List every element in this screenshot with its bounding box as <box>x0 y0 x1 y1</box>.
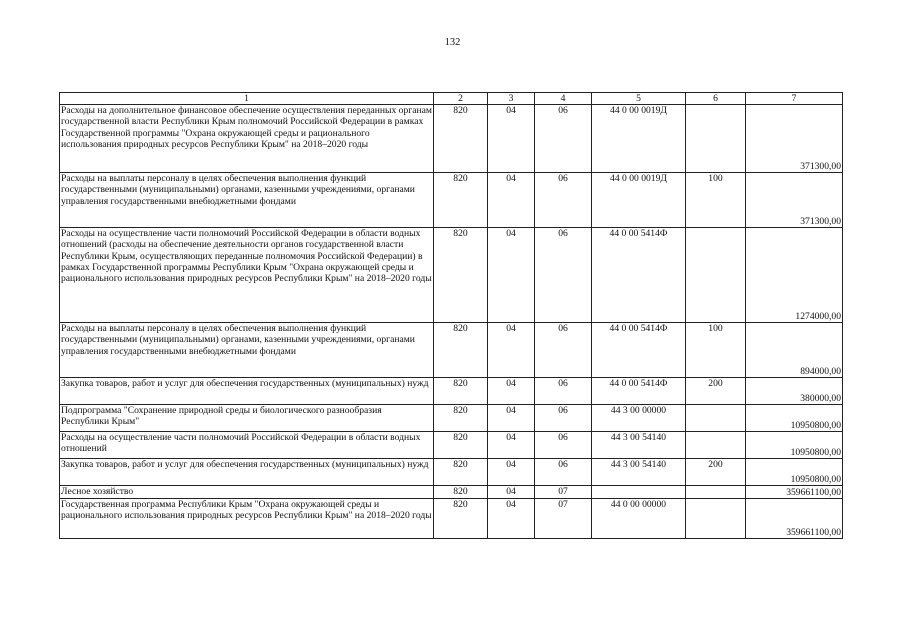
row-description: Закупка товаров, работ и услуг для обеспечения государственных (муниципальных) нужд <box>60 378 434 405</box>
cell-ministry-code: 820 <box>434 486 488 499</box>
column-header: 4 <box>535 93 592 105</box>
cell-amount: 359661100,00 <box>746 486 843 499</box>
row-description: Лесное хозяйство <box>60 486 434 499</box>
cell-expense-type: 200 <box>686 378 746 405</box>
cell-amount: 10950800,00 <box>746 405 843 432</box>
row-description: Расходы на осуществление части полномочий Российской Федерации в области водных отношений (расходы на обеспечение деятельности органов государственной власти Республики Крым, осуществляющих переданные полномочия Российской Федерации) в рамках Государственной программы Республики Крым "Охрана окружающей среды и рационального использования природных ресурсов Республики Крым" на 2018–2020 годы <box>60 228 434 323</box>
cell-ministry-code: 820 <box>434 378 488 405</box>
table-row <box>60 105 843 173</box>
column-header: 3 <box>488 93 535 105</box>
table-header-row <box>60 93 843 105</box>
cell-section: 04 <box>488 378 535 405</box>
row-description: Расходы на выплаты персоналу в целях обеспечения выполнения функций государственными (муниципальными) органами, казенными учреждениями, органами управления государственными внебюджетными фондами <box>60 323 434 378</box>
cell-target-article: 44 3 00 54140 <box>592 432 686 459</box>
cell-ministry-code: 820 <box>434 323 488 378</box>
cell-amount: 10950800,00 <box>746 459 843 486</box>
row-description: Подпрограмма "Сохранение природной среды и биологического разнообразия Республики Крым" <box>60 405 434 432</box>
cell-amount: 371300,00 <box>746 105 843 173</box>
cell-subsection: 06 <box>535 405 592 432</box>
cell-target-article <box>592 486 686 499</box>
cell-amount: 1274000,00 <box>746 228 843 323</box>
cell-ministry-code: 820 <box>434 459 488 486</box>
cell-amount: 371300,00 <box>746 173 843 228</box>
cell-section: 04 <box>488 105 535 173</box>
cell-subsection: 06 <box>535 459 592 486</box>
cell-ministry-code: 820 <box>434 499 488 539</box>
cell-amount: 894000,00 <box>746 323 843 378</box>
cell-target-article: 44 0 00 5414Ф <box>592 378 686 405</box>
cell-target-article: 44 3 00 54140 <box>592 459 686 486</box>
cell-subsection: 06 <box>535 432 592 459</box>
cell-section: 04 <box>488 228 535 323</box>
cell-ministry-code: 820 <box>434 173 488 228</box>
table-row <box>60 499 843 539</box>
cell-amount: 359661100,00 <box>746 499 843 539</box>
cell-expense-type: 100 <box>686 323 746 378</box>
cell-subsection: 06 <box>535 323 592 378</box>
cell-expense-type <box>686 228 746 323</box>
cell-target-article: 44 0 00 00000 <box>592 499 686 539</box>
cell-target-article: 44 0 00 5414Ф <box>592 228 686 323</box>
cell-ministry-code: 820 <box>434 105 488 173</box>
cell-subsection: 06 <box>535 378 592 405</box>
cell-ministry-code: 820 <box>434 432 488 459</box>
cell-amount: 380000,00 <box>746 378 843 405</box>
cell-subsection: 06 <box>535 105 592 173</box>
cell-section: 04 <box>488 459 535 486</box>
cell-expense-type <box>686 499 746 539</box>
cell-subsection: 06 <box>535 228 592 323</box>
cell-section: 04 <box>488 486 535 499</box>
cell-target-article: 44 0 00 5414Ф <box>592 323 686 378</box>
column-header: 2 <box>434 93 488 105</box>
row-description: Расходы на дополнительное финансовое обеспечение осуществления переданных органам государственной власти Республики Крым полномочий Российской Федерации в рамках Государственной программы "Охрана окружающей среды и рационального использования природных ресурсов Республики Крым" на 2018–2020 годы <box>60 105 434 173</box>
cell-section: 04 <box>488 323 535 378</box>
row-description: Расходы на осуществление части полномочий Российской Федерации в области водных отношений <box>60 432 434 459</box>
row-description: Закупка товаров, работ и услуг для обеспечения государственных (муниципальных) нужд <box>60 459 434 486</box>
budget-table <box>59 92 843 539</box>
cell-amount: 10950800,00 <box>746 432 843 459</box>
table-row <box>60 405 843 432</box>
cell-subsection: 07 <box>535 486 592 499</box>
table-row <box>60 228 843 323</box>
cell-target-article: 44 3 00 00000 <box>592 405 686 432</box>
cell-subsection: 06 <box>535 173 592 228</box>
table-row <box>60 459 843 486</box>
cell-ministry-code: 820 <box>434 405 488 432</box>
row-description: Государственная программа Республики Крым "Охрана окружающей среды и рационального использования природных ресурсов Республики Крым" на 2018–2020 годы <box>60 499 434 539</box>
cell-section: 04 <box>488 499 535 539</box>
column-header: 1 <box>60 93 434 105</box>
cell-expense-type <box>686 105 746 173</box>
table-row <box>60 173 843 228</box>
cell-expense-type <box>686 486 746 499</box>
cell-target-article: 44 0 00 0019Д <box>592 105 686 173</box>
table-row <box>60 432 843 459</box>
cell-target-article: 44 0 00 0019Д <box>592 173 686 228</box>
row-description: Расходы на выплаты персоналу в целях обеспечения выполнения функций государственными (муниципальными) органами, казенными учреждениями, органами управления государственными внебюджетными фондами <box>60 173 434 228</box>
cell-section: 04 <box>488 173 535 228</box>
page-number: 132 <box>444 37 461 48</box>
cell-ministry-code: 820 <box>434 228 488 323</box>
column-header: 5 <box>592 93 686 105</box>
cell-expense-type <box>686 432 746 459</box>
cell-expense-type: 100 <box>686 173 746 228</box>
cell-section: 04 <box>488 432 535 459</box>
table-row <box>60 486 843 499</box>
column-header: 7 <box>746 93 843 105</box>
table-row <box>60 378 843 405</box>
cell-expense-type: 200 <box>686 459 746 486</box>
column-header: 6 <box>686 93 746 105</box>
cell-expense-type <box>686 405 746 432</box>
cell-section: 04 <box>488 405 535 432</box>
cell-subsection: 07 <box>535 499 592 539</box>
table-row <box>60 323 843 378</box>
